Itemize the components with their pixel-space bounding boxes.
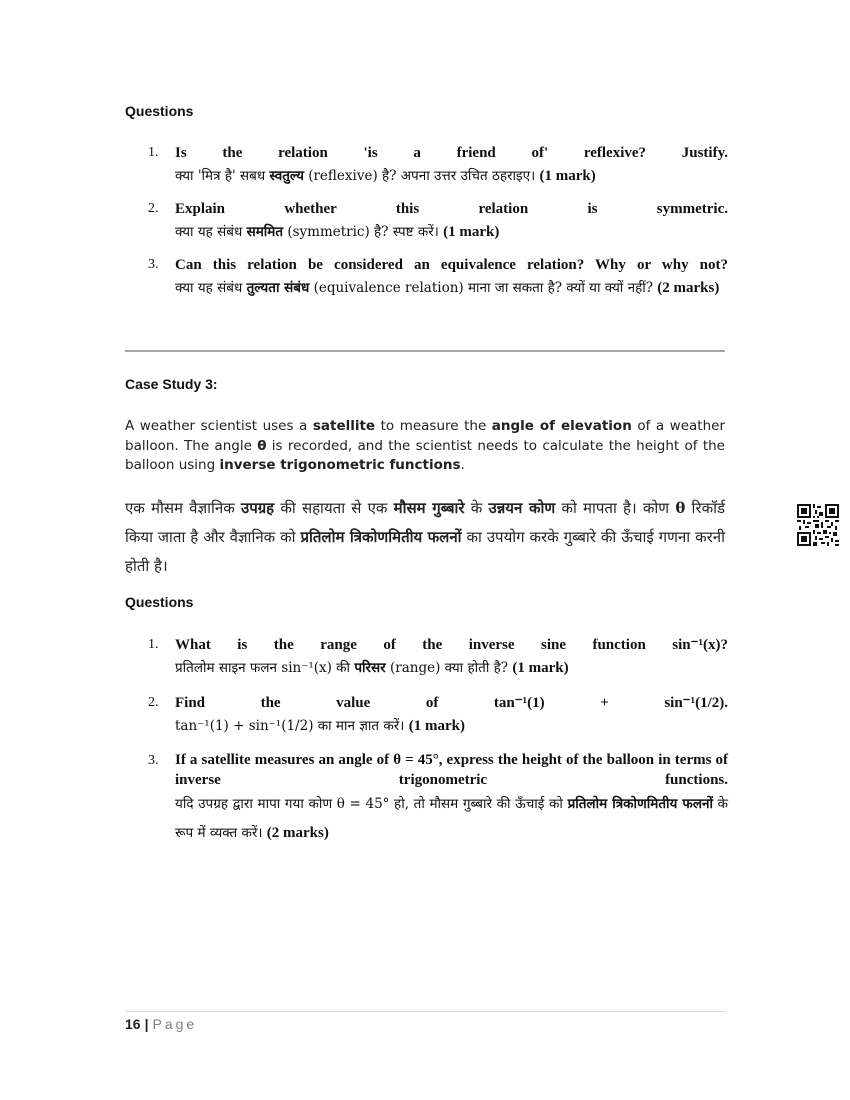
marks-label: (2 marks) xyxy=(266,825,329,841)
question-text-hi: प्रतिलोम साइन फलन sin⁻¹(x) की परिसर (range) क्या होती है? (1 mark) xyxy=(175,660,569,676)
section-heading-questions-2: Questions xyxy=(125,594,194,610)
marks-label: (1 mark) xyxy=(539,168,596,184)
page-footer xyxy=(125,1016,197,1032)
question-text-en: What is the range of the inverse sine function sin⁻¹(x)? xyxy=(175,637,728,653)
section-divider xyxy=(125,350,725,352)
question-text-en: Explain whether this relation is symmetric. xyxy=(175,201,728,217)
question-number: 1. xyxy=(148,637,159,652)
marks-label: (2 marks) xyxy=(657,280,720,296)
question-item xyxy=(148,198,728,244)
question-text-hi: क्या 'मित्र है' सबध स्वतुल्य (reflexive) है? अपना उत्तर उचित ठहराइए। (1 mark) xyxy=(175,168,596,184)
question-number: 2. xyxy=(148,201,159,216)
question-list-2 xyxy=(148,634,728,858)
case-study-heading: Case Study 3: xyxy=(125,376,218,392)
question-number: 2. xyxy=(148,695,159,710)
question-number: 3. xyxy=(148,753,159,768)
question-text-en: Find the value of tan⁻¹(1) + sin⁻¹(1/2). xyxy=(175,695,728,711)
section-heading-questions-1: Questions xyxy=(125,103,194,119)
question-text-en: If a satellite measures an angle of θ = 45°, express the height of the balloon in terms of inverse trigonometric functions. xyxy=(175,752,728,788)
question-text-hi: tan⁻¹(1) + sin⁻¹(1/2) का मान ज्ञात करें। (1 mark) xyxy=(175,718,465,734)
page-number: 16 xyxy=(125,1016,141,1032)
question-item xyxy=(148,142,728,188)
question-text-hi: क्या यह संबंध तुल्यता संबंध (equivalence relation) माना जा सकता है? क्यों या क्यों नहीं? (2 marks) xyxy=(175,280,720,296)
qr-code-icon xyxy=(797,504,839,546)
question-text-en: Is the relation 'is a friend of' reflexive? Justify. xyxy=(175,145,728,161)
question-text-en: Can this relation be considered an equivalence relation? Why or why not? xyxy=(175,257,728,273)
footer-separator: | xyxy=(144,1016,149,1032)
question-text-hi: क्या यह संबंध सममित (symmetric) है? स्पष्ट करें। (1 mark) xyxy=(175,224,500,240)
marks-label: (1 mark) xyxy=(443,224,500,240)
question-text-hi: यदि उपग्रह द्वारा मापा गया कोण θ = 45° हो, तो मौसम गुब्बारे की ऊँचाई को प्रतिलोम त्रिकोणमितीय फलनों के रूप में व्यक्त करें। (2 marks) xyxy=(175,796,728,841)
question-item xyxy=(148,692,728,738)
question-item xyxy=(148,750,728,848)
page-word: Page xyxy=(152,1016,198,1032)
question-item xyxy=(148,254,728,300)
question-number: 3. xyxy=(148,257,159,272)
case-study-paragraph-en: A weather scientist uses a satellite to measure the angle of elevation of a weather balloon. The angle θ is recorded, and the scientist needs to calculate the height of the balloon using inverse trigonometric functions. xyxy=(125,418,726,473)
case-study-paragraph-hi: एक मौसम वैज्ञानिक उपग्रह की सहायता से एक मौसम गुब्बारे के उन्नयन कोण को मापता है। कोण θ रिकॉर्ड किया जाता है और वैज्ञानिक को प्रतिलोम त्रिकोणमितीय फलनों का उपयोग करके गुब्बारे की ऊँचाई गणना करनी होती है। xyxy=(125,499,726,575)
marks-label: (1 mark) xyxy=(512,660,569,676)
footer-rule xyxy=(125,1011,725,1012)
question-list-1 xyxy=(148,142,728,310)
question-item xyxy=(148,634,728,680)
marks-label: (1 mark) xyxy=(408,718,465,734)
question-number: 1. xyxy=(148,145,159,160)
